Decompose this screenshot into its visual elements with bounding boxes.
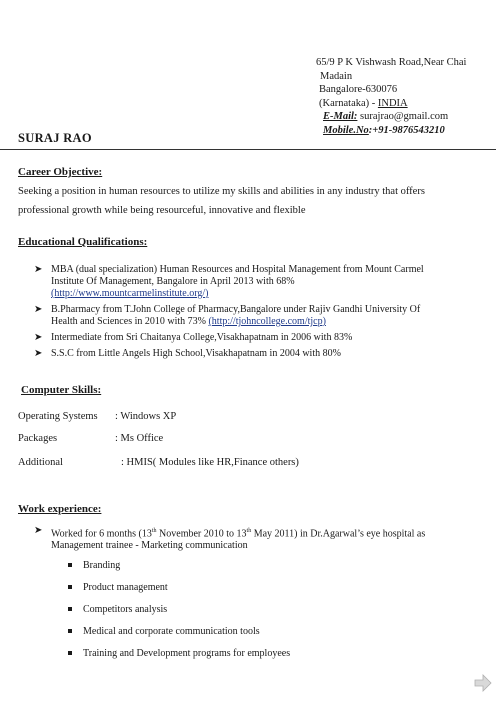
address-line-2: Madain (320, 70, 353, 82)
education-item-1-line-1: MBA (dual specialization) Human Resources and Hospital Management from Mount Carmel (51, 264, 424, 275)
email-line (316, 110, 466, 124)
skill-value: : HMIS( Modules like HR,Finance others) (121, 457, 299, 468)
country-text: INDIA (377, 97, 408, 109)
list-item (34, 332, 480, 344)
education-item-2-line-2: Health and Sciences in 2010 with 73% (51, 316, 209, 327)
arrow-bullet-icon: ➤ (34, 525, 43, 536)
work-text-c: May 2011) in Dr.Agarwal’s eye hospital as (251, 528, 426, 540)
work-text-b: November 2010 to 13 (156, 528, 247, 540)
list-item: Competitors analysis (68, 604, 290, 626)
mobile-label: Mobile.No (323, 124, 369, 136)
duties-list (68, 560, 290, 670)
list-item: Product management (68, 582, 290, 604)
list-item: Medical and corporate communication tools (68, 626, 290, 648)
work-entry (34, 525, 480, 552)
education-item-3-line-1: Intermediate from Sri Chaitanya College,Visakhapatnam in 2006 with 83% (51, 332, 353, 343)
list-item (34, 304, 480, 328)
work-sup-2: th (246, 528, 252, 534)
work-heading: Work experience: (18, 503, 102, 515)
education-item-1-link[interactable]: (http://www.mountcarmelinstitute.org/) (51, 288, 209, 299)
objective-text (18, 182, 425, 220)
education-heading: Educational Qualifications: (18, 236, 148, 248)
address-line-3: Bangalore-630076 (319, 84, 398, 95)
arrow-bullet-icon: ➤ (34, 304, 43, 315)
mobile-line (316, 124, 466, 138)
mobile-value: :+91-9876543210 (368, 124, 445, 136)
work-text-a: Worked for 6 months (13 (51, 528, 152, 540)
contact-block (316, 56, 466, 137)
work-sup-1: th (151, 528, 157, 534)
arrow-bullet-icon: ➤ (34, 348, 43, 359)
work-line-2: Management trainee - Marketing communication (51, 540, 248, 552)
email-value[interactable]: surajrao@gmail.com (357, 111, 449, 122)
skill-label: Additional (18, 457, 63, 468)
objective-heading: Career Objective: (18, 166, 103, 178)
list-item (34, 348, 480, 360)
skill-value: : Windows XP (115, 411, 177, 422)
skills-heading: Computer Skills: (21, 384, 102, 396)
list-item: Training and Development programs for employees (68, 648, 290, 670)
arrow-bullet-icon: ➤ (34, 332, 43, 343)
education-item-4-line-1: S.S.C from Little Angels High School,Visakhapatnam in 2004 with 80% (51, 348, 341, 359)
arrow-bullet-icon: ➤ (34, 264, 43, 275)
skill-label: Packages (18, 433, 58, 444)
state-text: (Karnataka) - (319, 97, 378, 109)
address-line-1: 65/9 P K Vishwash Road,Near Chai (316, 57, 467, 68)
skill-value: : Ms Office (115, 433, 164, 444)
education-item-2-link[interactable]: (http://tjohncollege.com/tjcp) (208, 316, 326, 327)
email-label: E-Mail: (323, 111, 358, 122)
address-line-4 (316, 97, 466, 111)
education-list (34, 264, 480, 364)
work-line-1 (34, 525, 480, 540)
objective-line-1: Seeking a position in human resources to utilize my skills and abilities in any industry that offers (18, 186, 425, 197)
list-item (34, 264, 480, 300)
education-item-2-line-1: B.Pharmacy from T.John College of Pharmacy,Bangalore under Rajiv Gandhi University Of (51, 304, 421, 315)
skill-label: Operating Systems (18, 411, 98, 422)
candidate-name: SURAJ RAO (18, 131, 92, 145)
header-divider (0, 149, 496, 150)
next-arrow-icon[interactable] (474, 674, 492, 692)
objective-line-2: professional growth while being resourceful, innovative and flexible (18, 205, 306, 216)
list-item: Branding (68, 560, 290, 582)
education-item-1-line-2: Institute Of Management, Bangalore in April 2013 with 68% (51, 276, 295, 287)
